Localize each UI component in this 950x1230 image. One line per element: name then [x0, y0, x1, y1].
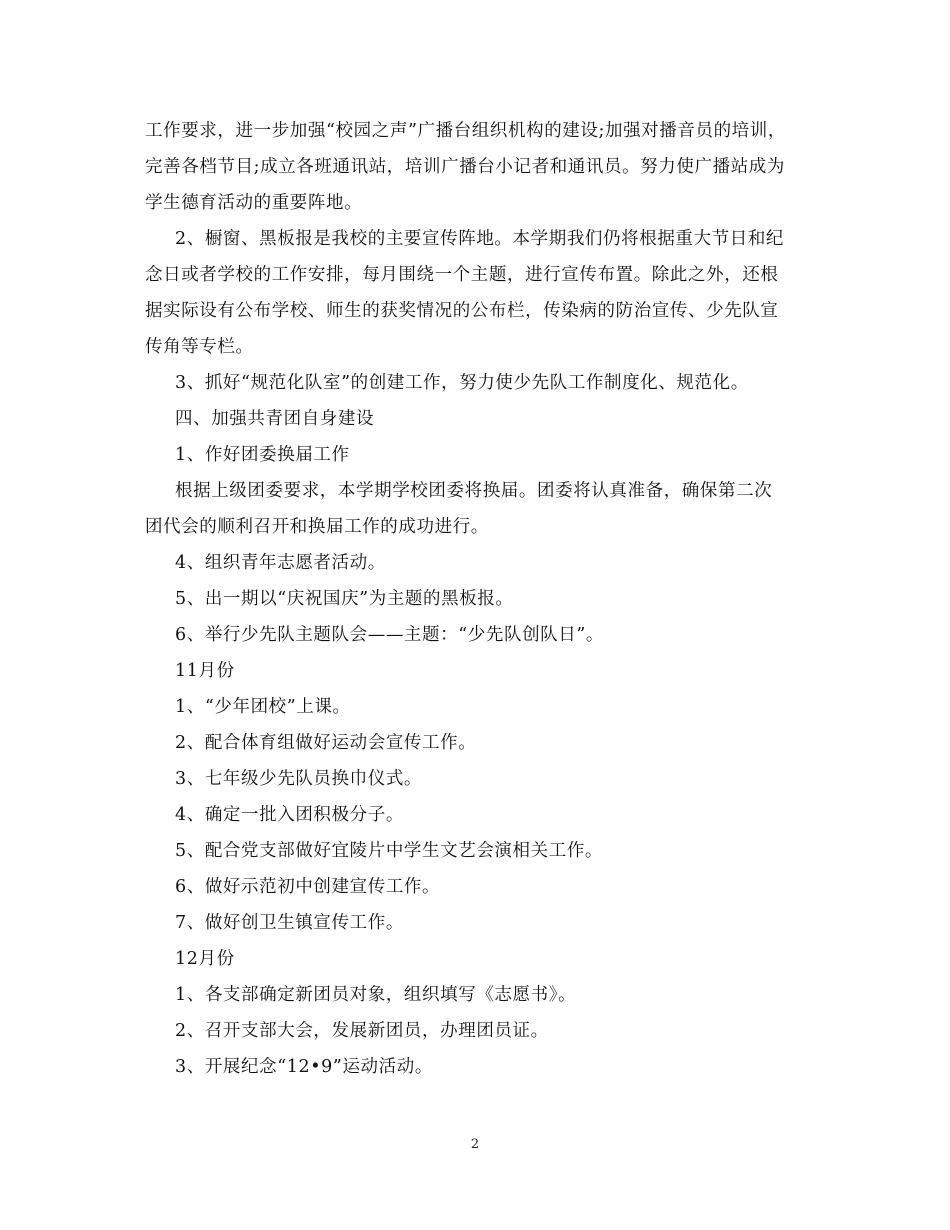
list-item: 4、组织青年志愿者活动。 — [175, 553, 386, 573]
list-item: 1、“少年团校”上课。 — [175, 697, 351, 717]
section-heading: 四、加强共青团自身建设 — [175, 409, 375, 429]
list-item: 2、召开支部大会，发展新团员，办理团员证。 — [175, 1021, 549, 1041]
paragraph-line: 2、橱窗、黑板报是我校的主要宣传阵地。本学期我们仍将根据重大节日和纪 — [175, 229, 785, 249]
subsection-heading: 1、作好团委换届工作 — [175, 445, 350, 465]
paragraph-line: 学生德育活动的重要阵地。 — [145, 193, 363, 213]
list-item: 6、举行少先队主题队会——主题：“少先队创队日”。 — [175, 625, 605, 645]
list-item: 3、开展纪念“12•9”运动活动。 — [175, 1057, 433, 1077]
page-number: 2 — [470, 1137, 480, 1152]
paragraph-line: 根据上级团委要求，本学期学校团委将换届。团委将认真准备，确保第二次 — [175, 481, 773, 501]
paragraph-line: 传角等专栏。 — [145, 337, 254, 357]
document-body — [145, 113, 810, 1085]
paragraph-line: 念日或者学校的工作安排，每月围绕一个主题，进行宣传布置。除此之外，还根 — [145, 265, 779, 285]
list-item: 6、做好示范初中创建宣传工作。 — [175, 877, 441, 897]
paragraph-line: 团代会的顺利召开和换届工作的成功进行。 — [145, 517, 489, 537]
list-item: 7、做好创卫生镇宣传工作。 — [175, 913, 404, 933]
list-item: 3、七年级少先队员换巾仪式。 — [175, 769, 423, 789]
paragraph-line: 据实际设有公布学校、师生的获奖情况的公布栏，传染病的防治宣传、少先队宣 — [145, 301, 779, 321]
list-item: 2、配合体育组做好运动会宣传工作。 — [175, 733, 477, 753]
paragraph-line: 完善各档节目;成立各班通讯站，培训广播台小记者和通讯员。努力使广播站成为 — [145, 157, 785, 177]
month-heading: 11月份 — [175, 661, 235, 681]
list-item: 5、配合党支部做好宜陵片中学生文艺会演相关工作。 — [175, 841, 604, 861]
list-item: 1、各支部确定新团员对象，组织填写《志愿书》。 — [175, 985, 577, 1005]
list-item: 5、出一期以“庆祝国庆”为主题的黑板报。 — [175, 589, 514, 609]
list-item: 4、确定一批入团积极分子。 — [175, 805, 404, 825]
month-heading: 12月份 — [175, 949, 235, 969]
paragraph-line: 工作要求，进一步加强“校园之声”广播台组织机构的建设;加强对播音员的培训， — [145, 121, 786, 141]
paragraph-line: 3、抓好“规范化队室”的创建工作，努力使少先队工作制度化、规范化。 — [175, 373, 749, 393]
